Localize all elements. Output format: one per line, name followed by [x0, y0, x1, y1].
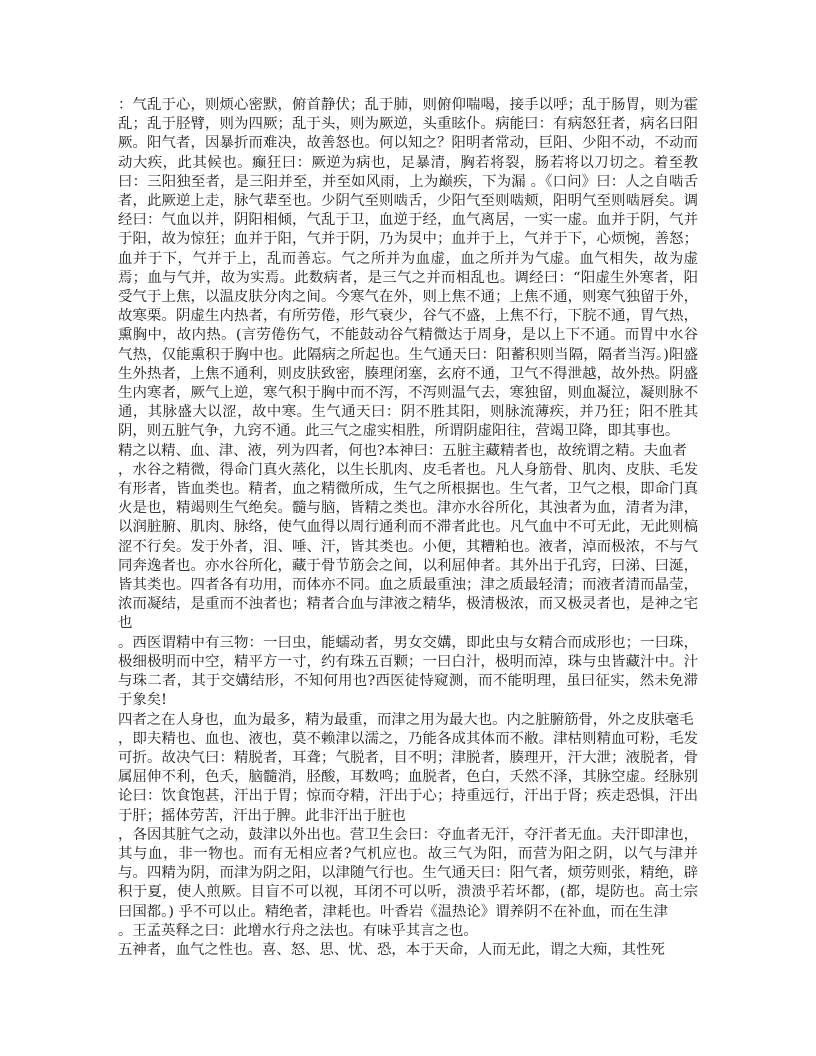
- paragraph-blood-most-heading: 四者之在人身也，血为最多，精为最重，而津之用为最大也。内之脏腑筋骨，外之皮肤毫毛: [118, 711, 694, 728]
- paragraph-wang-mengying: 。王孟英释之曰：此增水行舟之法也。有味乎其言之也。: [118, 922, 478, 939]
- paragraph-western-medicine: 。西医谓精中有三物：一曰虫，能蠕动者，男女交媾，即此虫与女精合而成形也；一曰珠，极细极明而中空，精平方一寸，约有珠五百颗；一曰白汁，极明而淖，珠与虫皆藏汁中。汁与珠二者，其于交媾结形，不知何用也?西医徒恃窥测，而不能明理，虽曰征实，然未免滞于象矣!: [118, 634, 698, 709]
- paragraph-five-spirits-heading: 五神者，血气之性也。喜、怒、思、忧、恐，本于天命，人而无此，谓之大痴，其性死: [118, 941, 665, 958]
- paragraph-four-essences-heading: 精之以精、血、津、液，列为四者，何也?本神曰：五脏主藏精者也，故统谓之精。夫血者: [118, 442, 687, 459]
- paragraph-four-essences-body: ，水谷之精微，得命门真火蒸化，以生长肌肉、皮毛者也。凡人身筋骨、肌肉、皮肤、毛发有形者，皆血类也。精者，血之精微所成，生气之所根据也。生气者，卫气之根，即命门真火是也，精竭则生气绝矣。髓与脑，皆精之类也。津亦水谷所化，其浊者为血，清者为津，以润脏腑、肌肉、脉络，使气血得以周行通利而不滞者此也。凡气血中不可无此，无此则槁涩不行矣。发于外者，泪、唾、汗，皆其类也。小便，其糟粕也。液者，淖而极浓，不与气同奔逸者也。亦水谷所化，藏于骨节筋会之间，以利屈伸者。其外出于孔窍，曰涕、曰涎，皆其类也。四者各有功用，而体亦不同。血之质最重浊；津之质最轻清；而液者清而晶莹，浓而凝结，是重而不浊者也；精者合血与津液之精华，极清极浓，而又极灵者也，是神之宅也: [118, 461, 698, 632]
- paragraph-jin-body: ，即夫精也、血也、液也，莫不赖津以濡之，乃能各成其体而不敝。津枯则精血可粉，毛发可折。故决气曰：精脱者，耳聋；气脱者，目不明；津脱者，腠理开，汗大泄；液脱者，骨属屈伸不利，色夭，脑髓消，胫酸，耳数鸣；血脱者，色白，夭然不泽，其脉空虚。经脉别论曰：饮食饱甚，汗出于胃；惊而夺精，汗出于心；持重远行，汗出于肾；疾走恐惧，汗出于肝；摇体劳苦，汗出于脾。此非汗出于脏也: [118, 730, 698, 824]
- document-page: [118, 96, 698, 960]
- paragraph-qi-chaos: ：气乱于心，则烦心密默，俯首静伏；乱于肺，则俯仰喘喝，接手以呼；乱于肠胃，则为霍乱；乱于胫臂，则为四厥；乱于头，则为厥逆，头重眩仆。病能曰：有病怒狂者，病名曰阳厥。阳气者，因暴折而难决，故善怒也。何以知之？阳明者常动，巨阳、少阳不动，不动而动大疾，此其候也。癫狂曰：厥逆为病也，足暴清，胸若将裂，肠若将以刀切之。着至教曰：三阳独至者，是三阳并至，并至如风雨，上为巅疾，下为漏 。《口问》曰：人之自啮舌者，此厥逆上走，脉气辈至也。少阴气至则啮舌，少阳气至则啮颊，阳明气至则啮唇矣。调经曰：气血以并，阴阳相倾，气乱于卫，血逆于经，血气离居，一实一虚。血并于阴，气并于阳，故为惊狂；血并于阳，气并于阴，乃为炅中；血并于上，气并于下，心烦惋，善怒；血并于下，气并于上，乱而善忘。气之所并为血虚，血之所并为气虚。血气相失，故为虚焉；血与气并，故为实焉。此数病者，是三气之并而相乱也。调经曰：“阳虚生外寒者，阳受气于上焦，以温皮肤分肉之间。今寒气在外，则上焦不通；上焦不通，则寒气独留于外，故寒栗。阴虚生内热者，有所劳倦，形气衰少，谷气不盛，上焦不行，下脘不通，胃气热，熏胸中，故内热。(言劳倦伤气，不能鼓动谷气精微达于周身，是以上下不通。而胃中水谷气热，仅能熏积于胸中也。此隔病之所起也。生气通天曰：阳蓄积则当隔，隔者当泻。)阳盛生外热者，上焦不通利，则皮肤致密，腠理闭塞，玄府不通，卫气不得泄越，故外热。阴盛生内寒者，厥气上逆，寒气积于胸中而不泻，不泻则温气去，寒独留，则血凝泣，凝则脉不通，其脉盛大以涩，故中寒。生气通天曰：阴不胜其阳，则脉流薄疾，并乃狂；阳不胜其阴，则五脏气争，九窍不通。此三气之虚实相胜，所谓阴虚阳往，营竭卫降，即其事也。: [118, 97, 698, 440]
- paragraph-sweat-blood: ，各因其脏气之动，鼓津以外出也。营卫生会曰：夺血者无汗，夺汗者无血。夫汗即津也，其与血，非一物也。而有无相应者?气机应也。故三气为阳，而营为阳之阴，以气与津并与。四精为阴，而津为阴之阳，以津随气行也。生气通天曰：阳气者，烦劳则张，精绝，辟积于夏，使人煎厥。目盲不可以视，耳闭不可以听，溃溃乎若坏都，(都，堤防也。高士宗曰国都。) 乎不可以止。精绝者，津耗也。叶香岩《温热论》谓养阴不在补血，而在生津: [118, 826, 698, 920]
